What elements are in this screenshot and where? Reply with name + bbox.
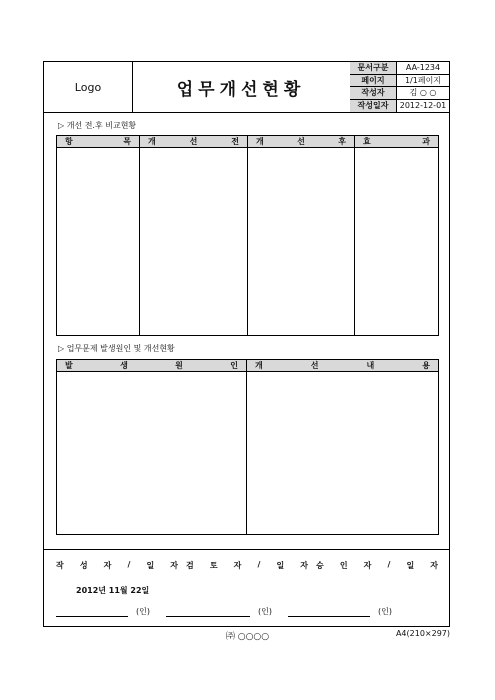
signature-header-char: 자 [233,561,242,570]
page-title: 업무개선현황 [132,62,351,112]
signature-header-char: 자 [300,561,308,570]
meta-value: 김 ○ ○ [409,88,437,97]
column-header-char: 원 [175,361,183,370]
table-cell[interactable] [247,372,438,534]
section1-label: ▷ 개선 전.후 비교현황 [58,121,137,130]
meta-row [350,62,449,75]
document-form [43,61,450,627]
column-header-char: 생 [120,361,128,370]
signature-blank[interactable] [166,616,250,617]
meta-key: 페이지 [350,75,397,87]
signature-header-char: 인 [339,561,348,570]
signature-header-char: 일 [146,561,155,570]
signature-blank[interactable] [288,616,370,617]
table-cell[interactable] [57,148,140,335]
signature-line[interactable] [288,606,392,617]
signature-lines [56,606,441,617]
signature-header [52,560,182,571]
meta-value: 2012-12-01 [399,100,447,110]
signature-header-char: 일 [406,561,415,570]
signature-header-char: / [127,560,131,569]
signature-headers [52,560,442,571]
column-header [247,360,438,371]
column-header-char: 후 [338,137,346,146]
comparison-table [56,135,439,336]
seal-label: (인) [377,607,392,616]
column-header-char: 선 [189,137,198,146]
meta-key: 작성일자 [350,100,397,113]
signature-header-char: 검 [186,561,194,570]
column-header-char: 개 [256,137,264,146]
column-header-char: 항 [65,137,73,146]
column-header [57,136,140,147]
column-header-char: 개 [255,361,263,370]
signature-header-char: 성 [79,561,88,570]
paper-size: A4(210×297) [395,629,450,638]
column-header-char: 개 [148,137,156,146]
logo: Logo [44,62,133,112]
cause-table-header [57,360,438,372]
signature-header-char: 승 [316,561,324,570]
column-header [248,136,355,147]
cause-table-body [57,372,438,534]
signature-header-char: 자 [170,561,178,570]
signature-blank[interactable] [56,616,128,617]
meta-key: 문서구분 [350,62,397,74]
table-cell[interactable] [140,148,248,335]
meta-row [350,75,449,88]
column-header [57,360,247,371]
signature-header-char: / [257,560,261,569]
column-header [355,136,438,147]
table-cell[interactable] [57,372,247,534]
column-header-char: 발 [65,361,73,370]
company-name: ㈜ ○○○○ [225,632,270,642]
signature-header-char: 자 [103,561,112,570]
sign-date: 2012년 11월 22일 [76,586,150,595]
signature-line[interactable] [166,606,272,617]
seal-label: (인) [136,607,150,616]
signature-header-char: 토 [209,561,218,570]
column-header-char: 용 [422,361,430,370]
column-header-char: 내 [366,361,375,370]
seal-label: (인) [257,607,272,616]
meta-table [350,62,449,112]
section2-label: ▷ 업무문제 발생원인 및 개선현황 [58,344,175,353]
signature-header-char: / [387,560,391,569]
column-header-char: 효 [363,137,371,146]
cause-table [56,359,439,535]
comparison-table-body [57,148,438,335]
column-header-char: 인 [230,361,238,370]
signature-header-char: 자 [363,561,372,570]
signature-header [182,560,312,571]
document-header [44,62,449,113]
column-header-char: 선 [310,361,319,370]
meta-value: 1/1페이지 [404,75,442,85]
meta-value: AA-1234 [405,63,441,72]
column-header-char: 선 [297,137,305,146]
table-cell[interactable] [355,148,438,335]
signature-header-char: 작 [56,561,64,570]
signature-line[interactable] [56,606,150,617]
column-header-char: 목 [123,137,131,146]
signature-area [44,549,449,627]
column-header-char: 전 [231,137,239,146]
signature-header [312,560,442,571]
comparison-table-header [57,136,438,148]
signature-header-char: 일 [276,561,285,570]
meta-row [350,100,449,113]
meta-key: 작성자 [350,87,397,99]
column-header-char: 과 [422,137,430,146]
table-cell[interactable] [248,148,355,335]
meta-row [350,87,449,100]
column-header [140,136,248,147]
signature-header-char: 자 [430,561,438,570]
